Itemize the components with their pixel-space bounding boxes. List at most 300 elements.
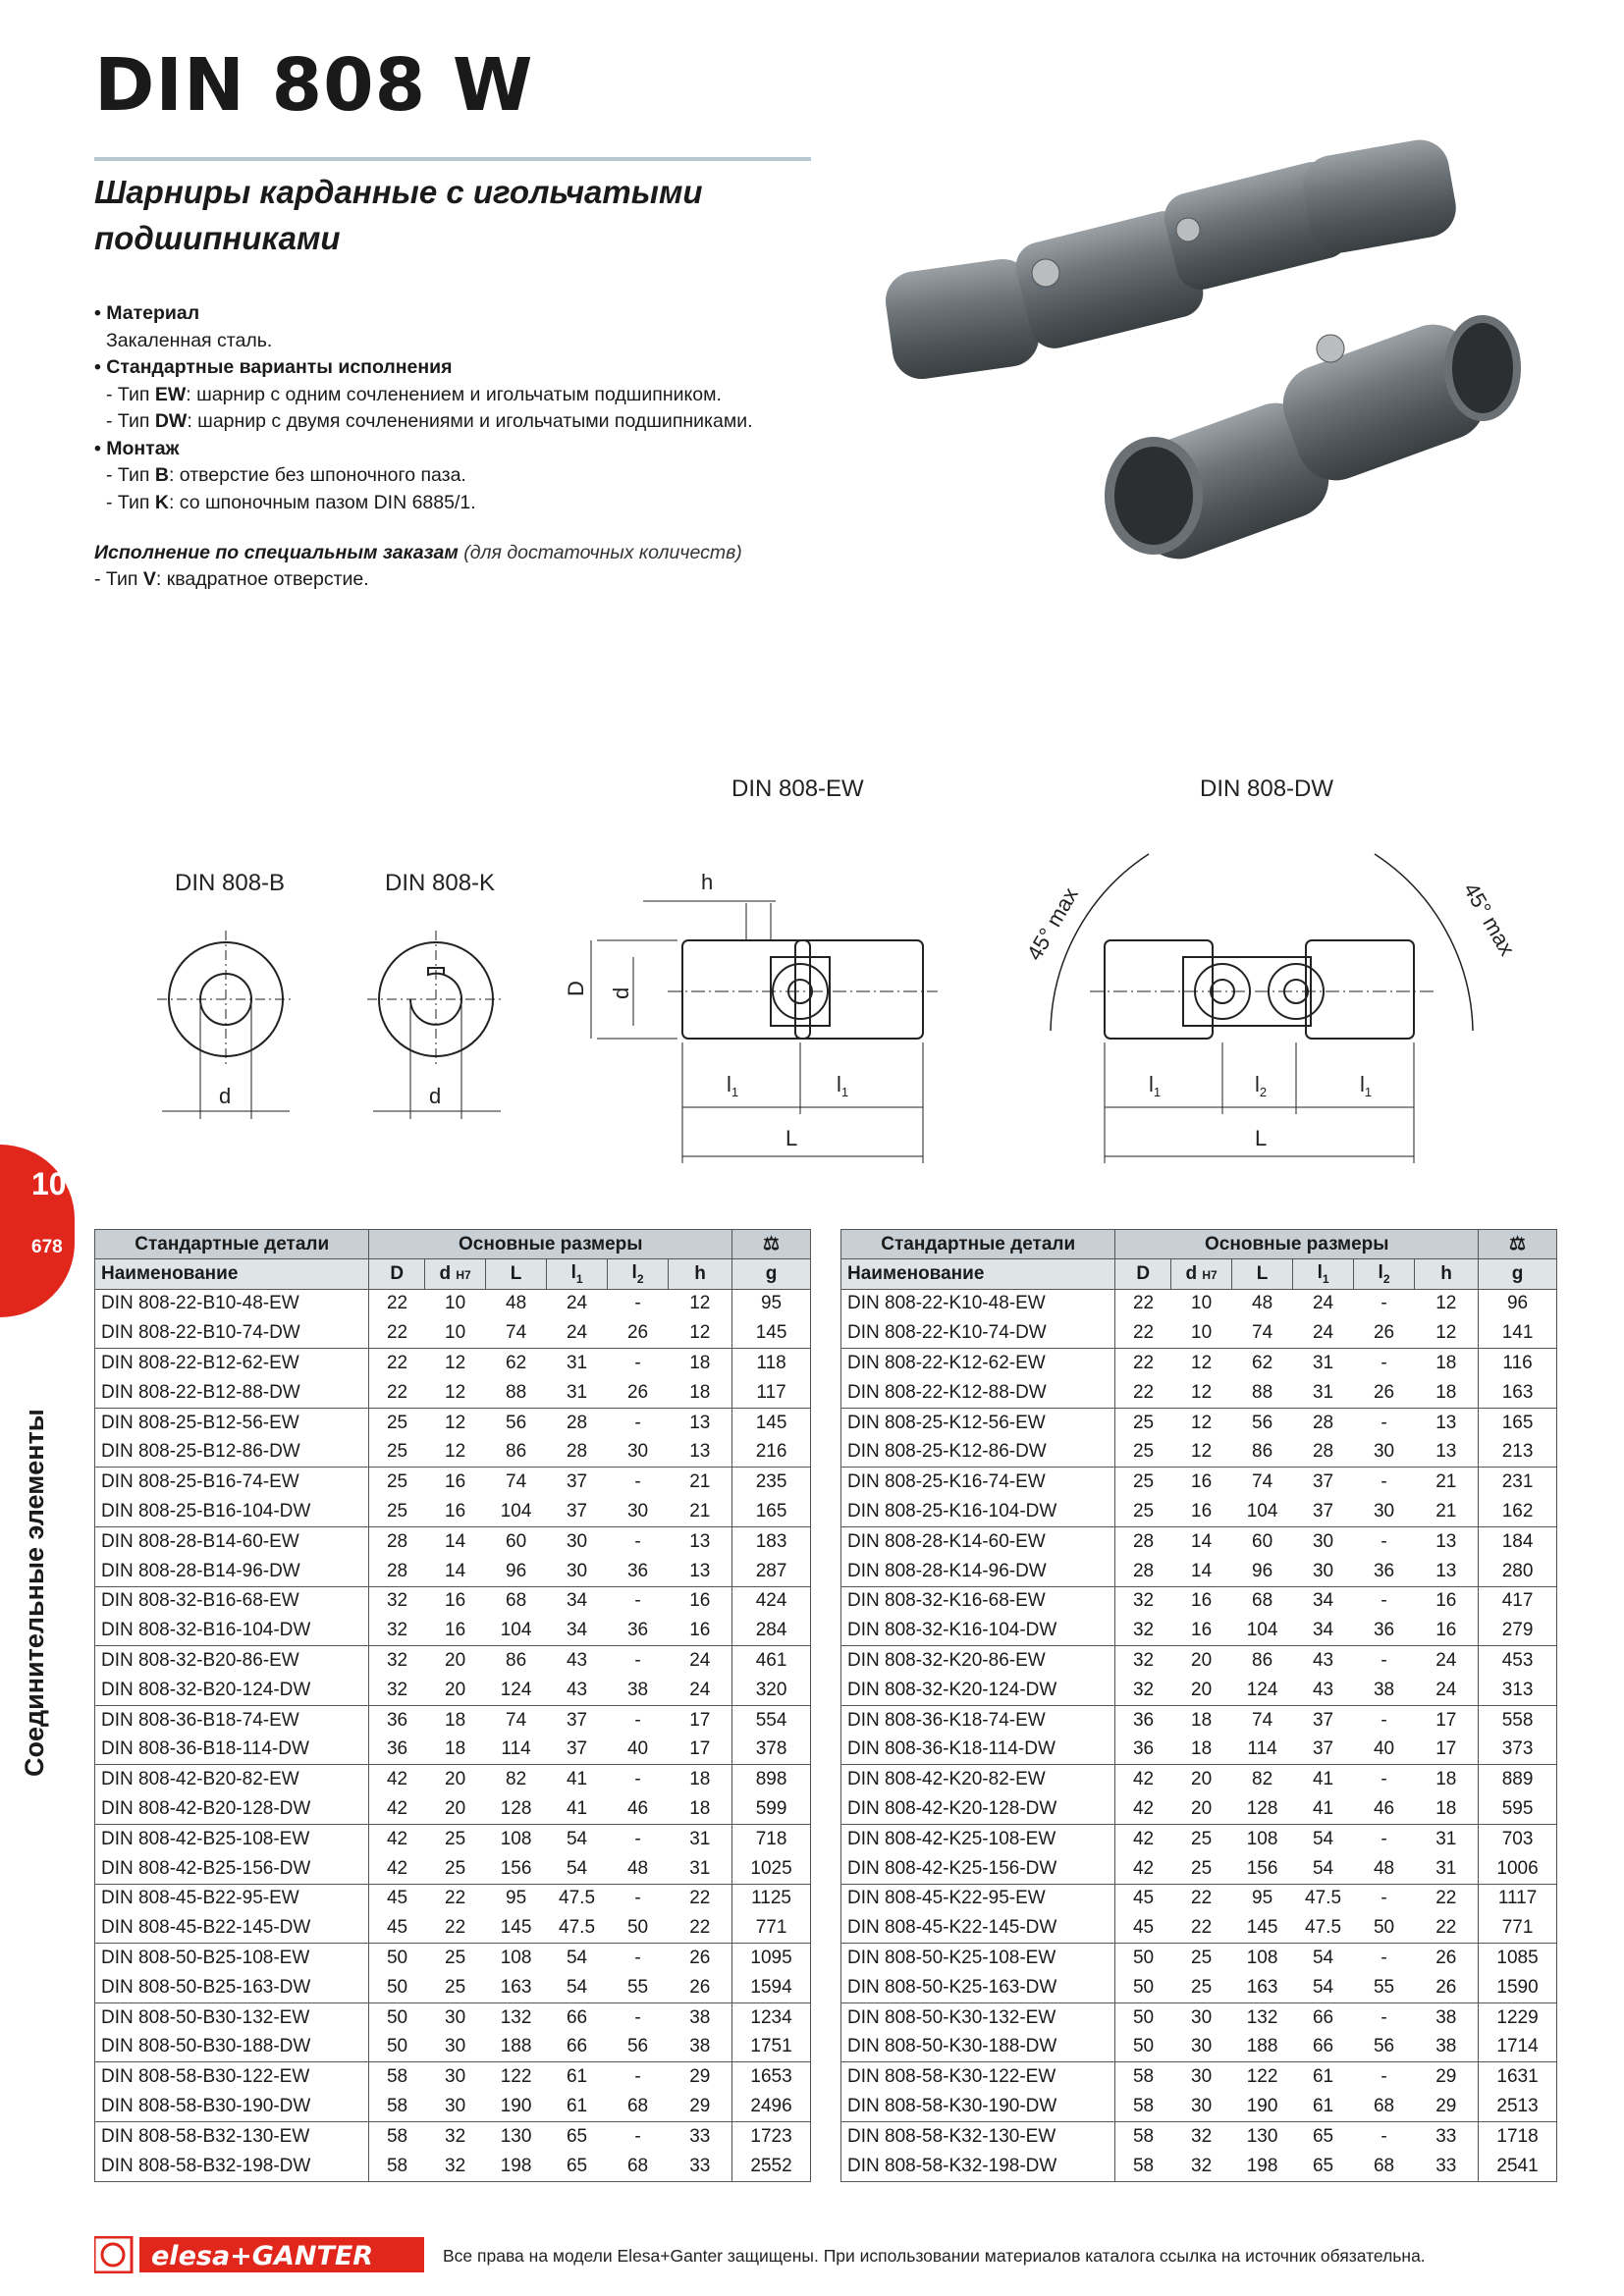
ew-dim-l1-left: $l_1$ <box>727 1072 739 1099</box>
value-cell: 58 <box>369 2092 425 2121</box>
value-cell: 50 <box>1115 1944 1171 1973</box>
value-cell: - <box>634 1293 641 1314</box>
value-cell: 65 <box>547 2121 608 2151</box>
table-row <box>841 2002 1557 2032</box>
value-cell: 18 <box>1415 1765 1479 1794</box>
value-cell: 54 <box>1293 1824 1354 1853</box>
value-cell: 24 <box>566 1293 588 1314</box>
value-cell: 26 <box>1373 1381 1395 1403</box>
value-cell: 24 <box>1312 1322 1334 1344</box>
value-cell: 30 <box>1191 2096 1213 2116</box>
part-name-cell: DIN 808-25-K16-74-EW <box>841 1468 1115 1497</box>
value-cell: 124 <box>500 1679 532 1700</box>
value-cell: - <box>1354 1349 1415 1378</box>
dw-diagram-label: DIN 808-DW <box>1200 775 1334 802</box>
value-cell: 13 <box>669 1557 732 1586</box>
table-row <box>95 1586 811 1616</box>
value-cell: 1117 <box>1479 1884 1557 1913</box>
variant-dw: - Тип DW: шарнир с двумя сочленениями и игольчатыми подшипниками. <box>106 410 753 432</box>
value-cell: 1025 <box>732 1854 811 1884</box>
value-cell: 22 <box>369 1349 425 1378</box>
part-name-cell: DIN 808-22-B12-62-EW <box>95 1349 369 1378</box>
value-cell: 34 <box>547 1586 608 1616</box>
value-cell: 108 <box>1232 1944 1293 1973</box>
value-cell: - <box>608 1824 669 1853</box>
value-cell: 50 <box>369 2002 425 2032</box>
value-cell: 42 <box>369 1854 425 1884</box>
value-cell: 10 <box>445 1293 466 1314</box>
value-cell: 25 <box>1115 1438 1171 1468</box>
value-cell: 284 <box>732 1616 811 1645</box>
part-name-cell: DIN 808-36-K18-114-DW <box>841 1735 1115 1765</box>
value-cell: 145 <box>732 1408 811 1437</box>
value-cell: 25 <box>1191 1857 1213 1879</box>
value-cell: 12 <box>1191 1381 1213 1403</box>
value-cell: 1590 <box>1479 1973 1557 2002</box>
table-row <box>841 1913 1557 1943</box>
table-row <box>841 1289 1557 1318</box>
material-text: Закаленная сталь. <box>106 329 273 351</box>
value-cell: 48 <box>506 1293 527 1314</box>
value-cell: 1751 <box>732 2033 811 2062</box>
chapter-number: 10 <box>31 1166 67 1201</box>
value-cell: 56 <box>486 1408 547 1437</box>
value-cell: 66 <box>566 2036 588 2057</box>
part-name-cell: DIN 808-36-K18-74-EW <box>841 1705 1115 1735</box>
value-cell: 54 <box>566 1976 588 1998</box>
table-row <box>95 1497 811 1526</box>
value-cell: 20 <box>425 1765 486 1794</box>
part-name-cell: DIN 808-32-B20-86-EW <box>95 1646 369 1676</box>
value-cell: - <box>608 2002 669 2032</box>
value-cell: 42 <box>1115 1824 1171 1853</box>
header-l1: $l_1$ <box>1293 1259 1354 1289</box>
header-dH7: d H7 <box>1171 1259 1232 1289</box>
part-name-cell: DIN 808-42-B25-108-EW <box>95 1824 369 1853</box>
value-cell: 42 <box>1115 1765 1171 1794</box>
value-cell: 48 <box>1373 1857 1395 1879</box>
table-row <box>841 1646 1557 1676</box>
value-cell: 47.5 <box>547 1884 608 1913</box>
value-cell: 17 <box>669 1705 732 1735</box>
value-cell: 190 <box>1246 2096 1278 2116</box>
value-cell: 31 <box>1312 1381 1334 1403</box>
value-cell: 38 <box>669 2002 732 2032</box>
value-cell: - <box>608 1586 669 1616</box>
value-cell: 45 <box>1115 1884 1171 1913</box>
dw-dim-l2: $l_2$ <box>1255 1072 1268 1099</box>
part-name-cell: DIN 808-22-K12-88-DW <box>841 1378 1115 1408</box>
value-cell: 30 <box>1373 1501 1395 1522</box>
table-row <box>841 1616 1557 1645</box>
value-cell: 37 <box>566 1738 588 1760</box>
value-cell: 54 <box>1312 1857 1334 1879</box>
value-cell: 56 <box>1232 1408 1293 1437</box>
table-row <box>841 1557 1557 1586</box>
table-row <box>841 1794 1557 1824</box>
table-row <box>95 1289 811 1318</box>
value-cell: 184 <box>1479 1526 1557 1556</box>
value-cell: 183 <box>732 1526 811 1556</box>
table-row <box>841 1497 1557 1526</box>
value-cell: - <box>608 1705 669 1735</box>
value-cell: 36 <box>626 1620 649 1641</box>
value-cell: 41 <box>547 1765 608 1794</box>
value-cell: 130 <box>486 2121 547 2151</box>
value-cell: - <box>608 1765 669 1794</box>
value-cell: 58 <box>369 2152 425 2181</box>
value-cell: 37 <box>566 1501 588 1522</box>
value-cell: 25 <box>425 1824 486 1853</box>
table-row <box>841 1944 1557 1973</box>
value-cell: 22 <box>1191 1917 1213 1939</box>
value-cell: 16 <box>1191 1620 1213 1641</box>
value-cell: 32 <box>1115 1586 1171 1616</box>
table-row <box>841 1586 1557 1616</box>
variants-heading: • Стандартные варианты исполнения <box>94 356 453 378</box>
value-cell: 12 <box>669 1289 732 1318</box>
ew-dim-h: h <box>701 870 714 894</box>
svg-text:elesa+GANTER: elesa+GANTER <box>151 2241 374 2271</box>
part-name-cell: DIN 808-25-K16-104-DW <box>841 1497 1115 1526</box>
header-std: Стандартные детали <box>841 1230 1115 1259</box>
ew-side-view <box>591 901 938 1163</box>
value-cell: 54 <box>1293 1944 1354 1973</box>
header-g: g <box>732 1259 811 1289</box>
value-cell: - <box>1354 1468 1415 1497</box>
value-cell: 50 <box>1115 2033 1171 2062</box>
value-cell: - <box>1354 1408 1415 1437</box>
value-cell: 141 <box>1479 1318 1557 1348</box>
value-cell: 62 <box>1232 1349 1293 1378</box>
value-cell: 30 <box>425 2062 486 2092</box>
value-cell: 16 <box>1415 1586 1479 1616</box>
value-cell: 2513 <box>1479 2092 1557 2121</box>
page-footer <box>94 2236 1567 2275</box>
value-cell: 37 <box>547 1705 608 1735</box>
part-name-cell: DIN 808-42-K20-128-DW <box>841 1794 1115 1824</box>
value-cell: 41 <box>566 1798 588 1820</box>
value-cell: 58 <box>1115 2121 1171 2151</box>
value-cell: 24 <box>1415 1646 1479 1676</box>
part-name-cell: DIN 808-42-K20-82-EW <box>841 1765 1115 1794</box>
value-cell: 188 <box>500 2036 532 2057</box>
value-cell: 68 <box>1354 2152 1415 2181</box>
value-cell: 25 <box>369 1408 425 1437</box>
value-cell: 96 <box>506 1560 527 1581</box>
header-D: D <box>369 1259 425 1289</box>
value-cell: 10 <box>445 1322 466 1344</box>
value-cell: 86 <box>1252 1441 1273 1463</box>
value-cell: 66 <box>547 2002 608 2032</box>
part-name-cell: DIN 808-36-B18-74-EW <box>95 1705 369 1735</box>
value-cell: 132 <box>486 2002 547 2032</box>
value-cell: 16 <box>445 1501 466 1522</box>
table-row <box>841 2033 1557 2062</box>
dw-angle-left: 45° max <box>1021 882 1083 965</box>
value-cell: 26 <box>669 1944 732 1973</box>
value-cell: 36 <box>626 1560 649 1581</box>
value-cell: 50 <box>1373 1917 1395 1939</box>
value-cell: 18 <box>1415 1378 1479 1408</box>
value-cell: 25 <box>1115 1408 1171 1437</box>
value-cell: 16 <box>1171 1468 1232 1497</box>
value-cell: 16 <box>1171 1586 1232 1616</box>
part-name-cell: DIN 808-42-B20-128-DW <box>95 1794 369 1824</box>
table-row <box>95 1438 811 1468</box>
k-diagram-label: DIN 808-K <box>385 870 496 896</box>
value-cell: 16 <box>669 1586 732 1616</box>
value-cell: 18 <box>669 1794 732 1824</box>
value-cell: 36 <box>369 1735 425 1765</box>
b-dim-d: d <box>219 1084 232 1108</box>
spec-table-k <box>840 1229 1557 2182</box>
value-cell: 31 <box>1415 1824 1479 1853</box>
value-cell: 216 <box>732 1438 811 1468</box>
value-cell: 26 <box>1415 1944 1479 1973</box>
table-row <box>841 2062 1557 2092</box>
value-cell: 1234 <box>732 2002 811 2032</box>
value-cell: 124 <box>1246 1679 1278 1700</box>
table-row <box>95 1735 811 1765</box>
header-name: Наименование <box>841 1259 1115 1289</box>
value-cell: 42 <box>1115 1854 1171 1884</box>
value-cell: 38 <box>1415 2002 1479 2032</box>
value-cell: 60 <box>486 1526 547 1556</box>
value-cell: 74 <box>486 1468 547 1497</box>
value-cell: 42 <box>369 1765 425 1794</box>
part-name-cell: DIN 808-42-K25-156-DW <box>841 1854 1115 1884</box>
value-cell: 130 <box>1232 2121 1293 2151</box>
value-cell: - <box>608 2062 669 2092</box>
value-cell: - <box>608 1349 669 1378</box>
value-cell: 21 <box>1415 1497 1479 1526</box>
value-cell: 13 <box>1415 1438 1479 1468</box>
value-cell: 41 <box>1312 1798 1334 1820</box>
value-cell: 42 <box>369 1794 425 1824</box>
header-std: Стандартные детали <box>95 1230 369 1259</box>
value-cell: 22 <box>1115 1289 1171 1318</box>
value-cell: 32 <box>1171 2121 1232 2151</box>
value-cell: 162 <box>1479 1497 1557 1526</box>
value-cell: 20 <box>1171 1646 1232 1676</box>
value-cell: 47.5 <box>1305 1917 1342 1939</box>
value-cell: 13 <box>669 1526 732 1556</box>
value-cell: 22 <box>669 1884 732 1913</box>
table-row <box>841 1318 1557 1348</box>
value-cell: 95 <box>486 1884 547 1913</box>
part-name-cell: DIN 808-50-B25-163-DW <box>95 1973 369 2002</box>
value-cell: 55 <box>626 1976 649 1998</box>
value-cell: 313 <box>1479 1676 1557 1705</box>
value-cell: 40 <box>626 1738 649 1760</box>
value-cell: 16 <box>425 1468 486 1497</box>
table-row <box>95 1794 811 1824</box>
value-cell: 42 <box>369 1824 425 1853</box>
value-cell: 95 <box>732 1289 811 1318</box>
part-name-cell: DIN 808-42-B20-82-EW <box>95 1765 369 1794</box>
value-cell: 33 <box>669 2121 732 2151</box>
dw-dim-L: L <box>1255 1126 1268 1150</box>
mount-b: - Тип B: отверстие без шпоночного паза. <box>106 464 466 486</box>
value-cell: 36 <box>1373 1560 1395 1581</box>
value-cell: 25 <box>425 1944 486 1973</box>
value-cell: 1229 <box>1479 2002 1557 2032</box>
value-cell: 771 <box>1479 1913 1557 1943</box>
value-cell: 25 <box>369 1438 425 1468</box>
table-row <box>95 1824 811 1853</box>
value-cell: 34 <box>1312 1620 1334 1641</box>
value-cell: 68 <box>626 2096 649 2116</box>
value-cell: 31 <box>669 1854 732 1884</box>
value-cell: 47.5 <box>1293 1884 1354 1913</box>
value-cell: 122 <box>1232 2062 1293 2092</box>
spec-table-b <box>94 1229 811 2182</box>
value-cell: - <box>1354 1824 1415 1853</box>
value-cell: 54 <box>1312 1976 1334 1998</box>
value-cell: 18 <box>669 1378 732 1408</box>
value-cell: 31 <box>547 1349 608 1378</box>
value-cell: 55 <box>1373 1976 1395 1998</box>
header-l2: $l_2$ <box>608 1259 669 1289</box>
value-cell: 21 <box>669 1497 732 1526</box>
value-cell: 46 <box>1373 1798 1395 1820</box>
value-cell: 18 <box>425 1705 486 1735</box>
value-cell: - <box>1354 1944 1415 1973</box>
value-cell: 889 <box>1479 1765 1557 1794</box>
value-cell: 320 <box>732 1676 811 1705</box>
value-cell: 122 <box>486 2062 547 2092</box>
part-name-cell: DIN 808-45-K22-145-DW <box>841 1913 1115 1943</box>
value-cell: 61 <box>1293 2062 1354 2092</box>
value-cell: 37 <box>1293 1705 1354 1735</box>
value-cell: 28 <box>547 1408 608 1437</box>
value-cell: 198 <box>1232 2152 1293 2181</box>
value-cell: 13 <box>669 1408 732 1437</box>
value-cell: 95 <box>1232 1884 1293 1913</box>
value-cell: 25 <box>1171 1944 1232 1973</box>
value-cell: 104 <box>500 1620 532 1641</box>
part-name-cell: DIN 808-28-K14-60-EW <box>841 1526 1115 1556</box>
value-cell: 16 <box>445 1620 466 1641</box>
value-cell: 13 <box>669 1438 732 1468</box>
value-cell: 31 <box>1293 1349 1354 1378</box>
part-name-cell: DIN 808-22-B12-88-DW <box>95 1378 369 1408</box>
special-v: - Тип V: квадратное отверстие. <box>94 568 369 590</box>
value-cell: 28 <box>1293 1408 1354 1437</box>
table-row <box>841 2092 1557 2121</box>
value-cell: 68 <box>608 2152 669 2181</box>
part-name-cell: DIN 808-22-B10-74-DW <box>95 1318 369 1348</box>
value-cell: - <box>608 1884 669 1913</box>
value-cell: 28 <box>1312 1441 1334 1463</box>
value-cell: 22 <box>369 1318 425 1348</box>
value-cell: 1125 <box>732 1884 811 1913</box>
table-row <box>95 2092 811 2121</box>
value-cell: 30 <box>626 1501 649 1522</box>
value-cell: 20 <box>445 1798 466 1820</box>
value-cell: 86 <box>506 1441 527 1463</box>
value-cell: 145 <box>1246 1917 1278 1939</box>
value-cell: 118 <box>732 1349 811 1378</box>
value-cell: 453 <box>1479 1646 1557 1676</box>
value-cell: - <box>1354 1586 1415 1616</box>
value-cell: 86 <box>486 1646 547 1676</box>
value-cell: 50 <box>369 1973 425 2002</box>
value-cell: 12 <box>445 1381 466 1403</box>
value-cell: 32 <box>369 1646 425 1676</box>
value-cell: 66 <box>1312 2036 1334 2057</box>
value-cell: 145 <box>732 1318 811 1348</box>
value-cell: 188 <box>1246 2036 1278 2057</box>
table-row <box>95 1765 811 1794</box>
value-cell: 28 <box>1115 1526 1171 1556</box>
value-cell: 28 <box>369 1526 425 1556</box>
table-row <box>841 1349 1557 1378</box>
value-cell: 213 <box>1479 1438 1557 1468</box>
ew-dim-d: d <box>609 987 633 999</box>
value-cell: 1714 <box>1479 2033 1557 2062</box>
value-cell: 13 <box>1415 1408 1479 1437</box>
value-cell: 17 <box>1415 1735 1479 1765</box>
value-cell: 132 <box>1232 2002 1293 2032</box>
value-cell: 24 <box>669 1676 732 1705</box>
part-name-cell: DIN 808-22-K12-62-EW <box>841 1349 1115 1378</box>
value-cell: 378 <box>732 1735 811 1765</box>
value-cell: 26 <box>626 1381 649 1403</box>
value-cell: 65 <box>1293 2152 1354 2181</box>
value-cell: 599 <box>732 1794 811 1824</box>
table-row <box>95 1318 811 1348</box>
value-cell: 114 <box>501 1738 531 1760</box>
k-dim-d: d <box>429 1084 442 1108</box>
header-main: Основные размеры <box>1115 1230 1479 1259</box>
value-cell: 22 <box>1415 1913 1479 1943</box>
value-cell: 30 <box>1373 1441 1395 1463</box>
value-cell: 37 <box>1293 1468 1354 1497</box>
page-subtitle: Шарниры карданные с игольчатыми подшипниками <box>94 174 703 256</box>
value-cell: 38 <box>1415 2033 1479 2062</box>
value-cell: - <box>608 1408 669 1437</box>
part-name-cell: DIN 808-36-B18-114-DW <box>95 1735 369 1765</box>
value-cell: 12 <box>1191 1441 1213 1463</box>
value-cell: 28 <box>369 1557 425 1586</box>
value-cell: 12 <box>1415 1318 1479 1348</box>
value-cell: 1653 <box>732 2062 811 2092</box>
value-cell: 68 <box>1232 1586 1293 1616</box>
part-name-cell: DIN 808-58-K32-130-EW <box>841 2121 1115 2151</box>
value-cell: 12 <box>1415 1289 1479 1318</box>
value-cell: 88 <box>506 1381 527 1403</box>
table-row <box>841 1378 1557 1408</box>
value-cell: 29 <box>669 2092 732 2121</box>
value-cell: 61 <box>1312 2096 1334 2116</box>
header-L: L <box>1232 1259 1293 1289</box>
value-cell: 30 <box>425 2002 486 2032</box>
value-cell: 279 <box>1479 1616 1557 1645</box>
value-cell: 25 <box>369 1468 425 1497</box>
value-cell: 1718 <box>1479 2121 1557 2151</box>
value-cell: 32 <box>1115 1616 1171 1645</box>
part-name-cell: DIN 808-32-B16-68-EW <box>95 1586 369 1616</box>
dw-angle-right: 45° max <box>1458 879 1520 960</box>
weight-icon: ⚖ <box>732 1230 811 1259</box>
value-cell: 18 <box>1415 1349 1479 1378</box>
value-cell: 46 <box>626 1798 649 1820</box>
value-cell: - <box>608 1526 669 1556</box>
part-name-cell: DIN 808-32-K20-124-DW <box>841 1676 1115 1705</box>
value-cell: 36 <box>1373 1620 1395 1641</box>
